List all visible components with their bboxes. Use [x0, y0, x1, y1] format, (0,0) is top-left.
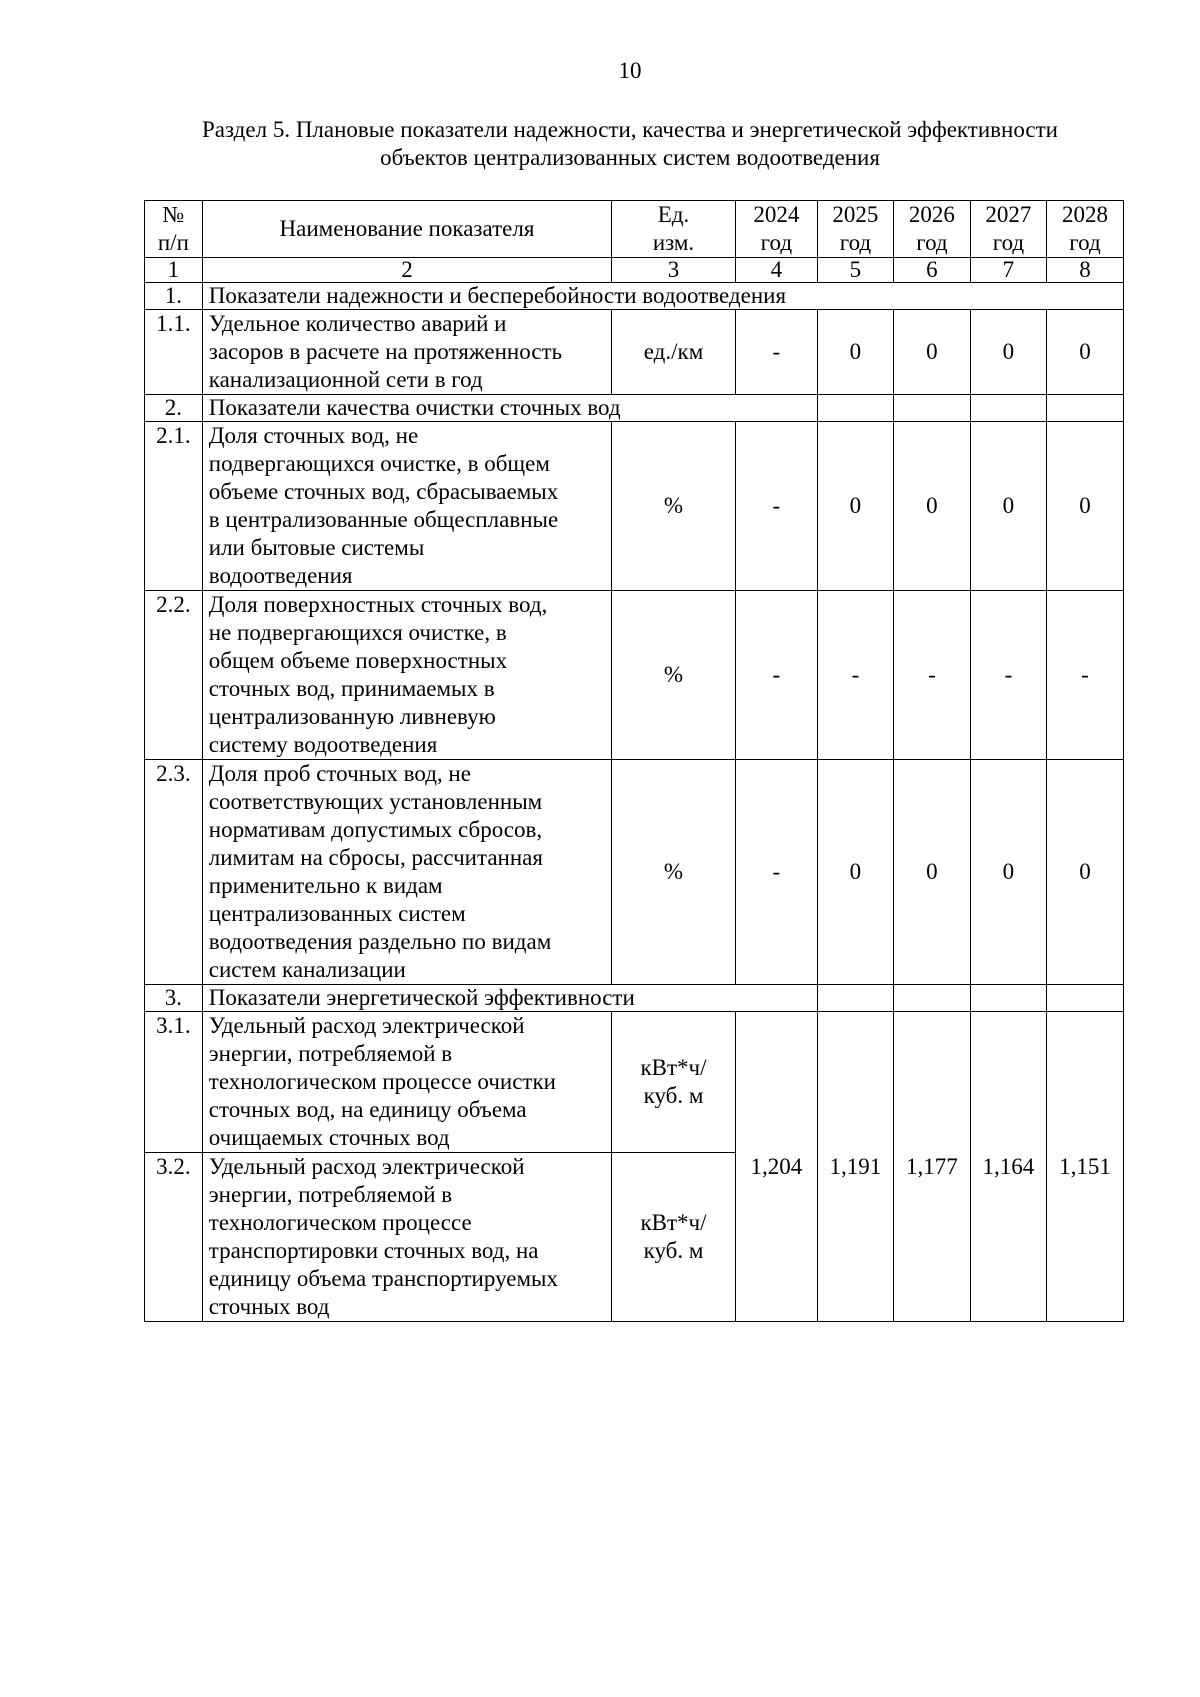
section-num: 1. [145, 283, 203, 310]
row-value: - [735, 591, 817, 760]
row-name: Доля поверхностных сточных вод, не подвергающихся очистке, в общем объеме поверхностных сточных вод, принимаемых в централизованную ливневую систему водоотведения [202, 591, 611, 760]
row-value: 0 [817, 310, 893, 395]
header-year-2024: 2024 год [735, 201, 817, 258]
section-title-line-2: объектов централизованных систем водоотведения [380, 145, 880, 170]
row-value: - [735, 760, 817, 985]
row-value: 0 [970, 422, 1046, 591]
indicators-table [144, 200, 1124, 1322]
row-value: - [735, 310, 817, 395]
row-unit: % [612, 760, 736, 985]
row-value: 0 [817, 422, 893, 591]
col-number: 8 [1046, 258, 1123, 283]
row-value: 0 [970, 310, 1046, 395]
row-name: Удельный расход электрической энергии, потребляемой в технологическом процессе очистки сточных вод, на единицу объема очищаемых сточных вод [202, 1012, 611, 1153]
table-row [145, 310, 1124, 395]
col-number: 5 [817, 258, 893, 283]
col-number: 2 [202, 258, 611, 283]
row-value: - [817, 591, 893, 760]
row-value: 0 [893, 760, 970, 985]
table-row [145, 422, 1124, 591]
row-value: 0 [1046, 310, 1123, 395]
section-row [145, 395, 1124, 422]
header-num: № п/п [145, 201, 203, 258]
header-year-2025: 2025 год [817, 201, 893, 258]
table-header-row [145, 201, 1124, 258]
section-title [140, 116, 1120, 172]
empty-cell [1046, 985, 1123, 1012]
empty-cell [817, 395, 893, 422]
row-name: Доля проб сточных вод, не соответствующих установленным нормативам допустимых сбросов, лимитам на сбросы, рассчитанная применительно к видам централизованных систем водоотведения раздельно по видам систем канализации [202, 760, 611, 985]
table-row [145, 591, 1124, 760]
row-num: 3.2. [145, 1153, 203, 1322]
table-row [145, 760, 1124, 985]
energy-value: 1,191 [817, 1012, 893, 1322]
header-year-2027: 2027 год [970, 201, 1046, 258]
row-unit: кВт*ч/ куб. м [612, 1012, 736, 1153]
row-value: 0 [817, 760, 893, 985]
row-unit: % [612, 591, 736, 760]
row-value: 0 [1046, 422, 1123, 591]
row-num: 2.1. [145, 422, 203, 591]
col-number: 7 [970, 258, 1046, 283]
header-year-2026: 2026 год [893, 201, 970, 258]
section-num: 2. [145, 395, 203, 422]
row-value: - [735, 422, 817, 591]
row-name: Удельный расход электрической энергии, потребляемой в технологическом процессе транспортировки сточных вод, на единицу объема транспортируемых сточных вод [202, 1153, 611, 1322]
row-unit: % [612, 422, 736, 591]
row-unit: кВт*ч/ куб. м [612, 1153, 736, 1322]
header-year-2028: 2028 год [1046, 201, 1123, 258]
section-title-cell: Показатели качества очистки сточных вод [202, 395, 817, 422]
section-row [145, 985, 1124, 1012]
section-title-line-1: Раздел 5. Плановые показатели надежности, качества и энергетической эффективности [202, 117, 1058, 142]
section-title-cell: Показатели надежности и бесперебойности водоотведения [202, 283, 1123, 310]
empty-cell [1046, 395, 1123, 422]
col-number: 6 [893, 258, 970, 283]
row-num: 3.1. [145, 1012, 203, 1153]
row-value: - [1046, 591, 1123, 760]
empty-cell [893, 985, 970, 1012]
row-value: 0 [970, 760, 1046, 985]
col-number: 1 [145, 258, 203, 283]
row-num: 2.2. [145, 591, 203, 760]
row-value: 0 [893, 422, 970, 591]
section-num: 3. [145, 985, 203, 1012]
row-value: - [893, 591, 970, 760]
col-number: 4 [735, 258, 817, 283]
empty-cell [817, 985, 893, 1012]
row-value: - [970, 591, 1046, 760]
energy-value: 1,164 [970, 1012, 1046, 1322]
energy-value: 1,151 [1046, 1012, 1123, 1322]
row-num: 2.3. [145, 760, 203, 985]
table-row [145, 1012, 1124, 1153]
empty-cell [970, 395, 1046, 422]
page-number: 10 [618, 58, 642, 83]
energy-value: 1,204 [735, 1012, 817, 1322]
row-name: Удельное количество аварий и засоров в расчете на протяженность канализационной сети в год [202, 310, 611, 395]
energy-value: 1,177 [893, 1012, 970, 1322]
row-value: 0 [893, 310, 970, 395]
column-number-row [145, 258, 1124, 283]
row-num: 1.1. [145, 310, 203, 395]
header-unit: Ед. изм. [612, 201, 736, 258]
row-name: Доля сточных вод, не подвергающихся очистке, в общем объеме сточных вод, сбрасываемых в централизованные общесплавные или бытовые системы водоотведения [202, 422, 611, 591]
section-row [145, 283, 1124, 310]
empty-cell [893, 395, 970, 422]
row-unit: ед./км [612, 310, 736, 395]
empty-cell [970, 985, 1046, 1012]
header-name: Наименование показателя [202, 201, 611, 258]
row-value: 0 [1046, 760, 1123, 985]
section-title-cell: Показатели энергетической эффективности [202, 985, 817, 1012]
col-number: 3 [612, 258, 736, 283]
